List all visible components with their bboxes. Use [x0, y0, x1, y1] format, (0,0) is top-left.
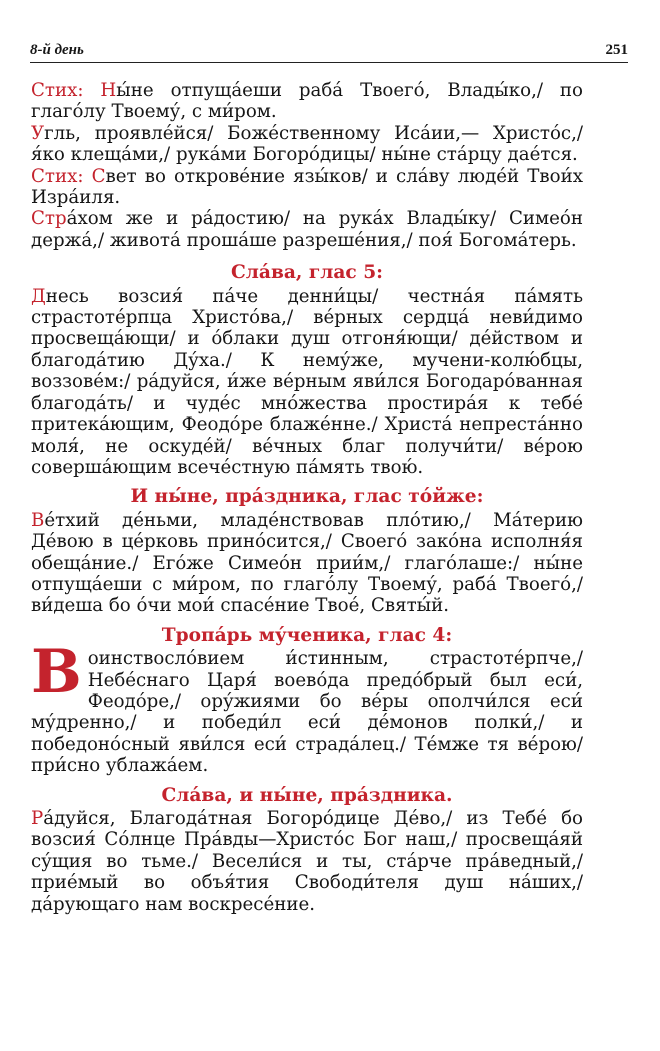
section-heading: И ны́не, пра́здника, глас то́йже: [130, 486, 484, 508]
initial-letter: У [31, 122, 45, 144]
section-heading: Сла́ва, глас 5: [230, 262, 384, 284]
initial-letter: Н [100, 80, 117, 101]
drop-cap-initial: В [31, 637, 82, 708]
verse-label: Стих: [31, 80, 84, 101]
initial-letter: Р [31, 808, 44, 829]
section-heading: Сла́ва, и ны́не, пра́здника. [161, 784, 453, 806]
day-label: 8-й день [30, 42, 84, 58]
section-heading: Тропа́рь му́ченика, глас 4: [161, 624, 453, 646]
initial-letter: В [31, 509, 45, 531]
hymn-paragraph [31, 123, 583, 166]
initial-letter: Д [31, 285, 46, 307]
hymn-text: несь возсия́ па́че денни́цы/ честна́я па́мять страстоте́рпца Христо́ва,/ ве́рных сердца́ неви́димо просвеща́ющи/ и о́блаки душ отгоня́ющи/ де́йством и благода́тию Ду́ха./ К нему́же, мучени-колю́бцы, воззове́м:/ ра́дуйся, и́же ве́рным яви́лся Богодаро́ванная благода́ть/ и чуде́с мно́жества простира́я к тебе́ притека́ющим, Феодо́ре блаже́нне./ Христа́ непреста́нно моля́, не оскуде́й/ ве́чных благ получи́ти/ ве́рою соверша́ющим всече́стную па́мять твою́. [31, 285, 583, 478]
text-body [31, 80, 583, 915]
running-header [30, 40, 628, 63]
hymn-text: гль, проявле́йся/ Боже́ственному Иса́ии,— Христо́с,/ я́ко клеща́ми,/ рука́ми Богоро́дицы/ ны́не ста́рцу дае́тся. [31, 122, 583, 166]
hymn-text: а́дуйся, Благода́тная Богоро́дице Де́во,/ из Тебе́ бо возсия́ Со́лнце Пра́вды—Христо́с Бог наш,/ просвеща́яй су́щия во тьме./ Весели́ся и ты, ста́рче пра́ведный,/ прие́мый во объя́тия Свободи́теля душ на́ших,/ да́рующаго нам воскресе́ние. [31, 808, 583, 915]
verse-paragraph [31, 166, 583, 209]
hymn-text: е́тхий де́ньми, младе́нствовав пло́тию,/ Ма́терию Де́вою в це́рковь прино́сится,/ Своего́ зако́на исполня́я обеща́ние./ Его́же Симео́н прии́м,/ глаго́лаше:/ ны́не отпуща́еши с ми́ром, по глаго́лу Твоему́, раба́ Твоего́,/ ви́деша бо о́чи мои́ спасе́ние Твое́, Святы́й. [31, 509, 583, 617]
initial-letter: Стр [31, 208, 67, 230]
initial-letter: С [91, 165, 106, 187]
verse-text: ы́не отпуща́еши раба́ Твоего́, Влады́ко,/ по глаго́лу Твоему́, с ми́ром. [31, 80, 583, 123]
troparion-paragraph [31, 637, 583, 777]
hymn-paragraph [31, 286, 583, 479]
hymn-paragraph [31, 510, 583, 617]
hymn-paragraph [31, 808, 583, 915]
page-number: 251 [605, 42, 628, 58]
hymn-text: оинствосло́вием и́стинным, страстоте́рпче,/ Небе́снаго Царя́ воево́да предо́брый был еси́, Феодо́ре,/ ору́жиями бо ве́ры ополчи́лся еси́ му́дренно,/ и победи́л еси́ де́монов полки́,/ и победоно́сный яви́лся еси́ страда́лец./ Те́мже тя ве́рою/ при́сно ублажа́ем. [31, 648, 583, 777]
verse-paragraph [31, 80, 583, 123]
hymn-text: а́хом же и ра́достию/ на рука́х Влады́ку/ Симео́н держа́,/ живота́ проша́ше разреше́ния,/ поя́ Богома́терь. [31, 208, 583, 251]
verse-label: Стих: [31, 165, 84, 187]
verse-text: вет во открове́ние язы́ков/ и сла́ву люде́й Твои́х Изра́иля. [31, 165, 583, 209]
hymn-paragraph [31, 208, 583, 251]
